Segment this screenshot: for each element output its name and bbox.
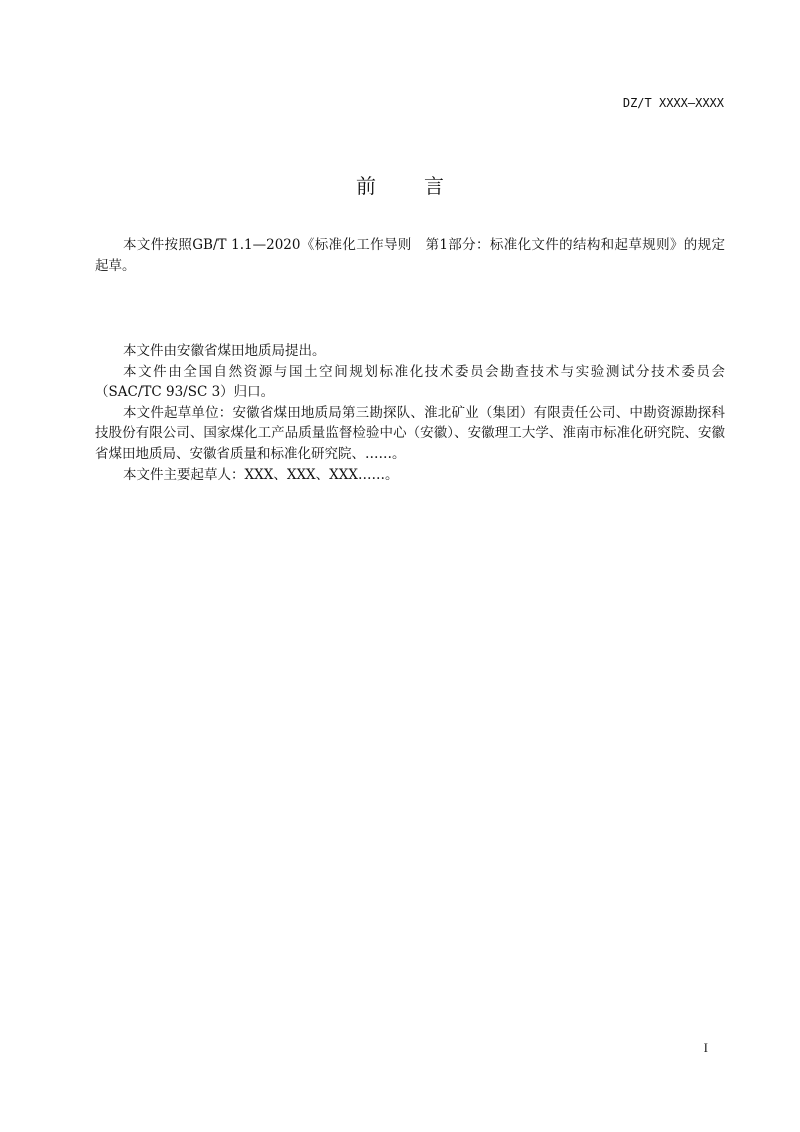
document-code: DZ/T XXXX—XXXX xyxy=(622,96,724,110)
paragraph-drafting-units: 本文件起草单位：安徽省煤田地质局第三勘探队、淮北矿业（集团）有限责任公司、中勘资源勘探科技股份有限公司、国家煤化工产品质量监督检验中心（安徽）、安徽理工大学、淮南市标准化研究院、安徽省煤田地质局、安徽省质量和标准化研究院、……。 xyxy=(95,404,725,462)
page-title xyxy=(0,170,800,199)
paragraph-main-drafters: 本文件主要起草人：XXX、XXX、XXX……。 xyxy=(123,466,399,483)
paragraph-drafting-basis: 本文件按照GB/T 1.1—2020《标准化工作导则 第1部分：标准化文件的结构和起草规则》的规定起草。 xyxy=(95,237,725,274)
foreword-info-block xyxy=(95,341,725,485)
paragraph-proposed-by: 本文件由安徽省煤田地质局提出。 xyxy=(123,343,326,359)
foreword-basis-block xyxy=(95,235,725,276)
title-char-2: 言 xyxy=(424,174,444,198)
page-number: I xyxy=(703,1040,708,1055)
paragraph-administered-by: 本文件由全国自然资源与国土空间规划标准化技术委员会勘查技术与实验测试分技术委员会（SAC/TC 93/SC 3）归口。 xyxy=(95,363,725,401)
title-char-1: 前 xyxy=(356,174,376,198)
